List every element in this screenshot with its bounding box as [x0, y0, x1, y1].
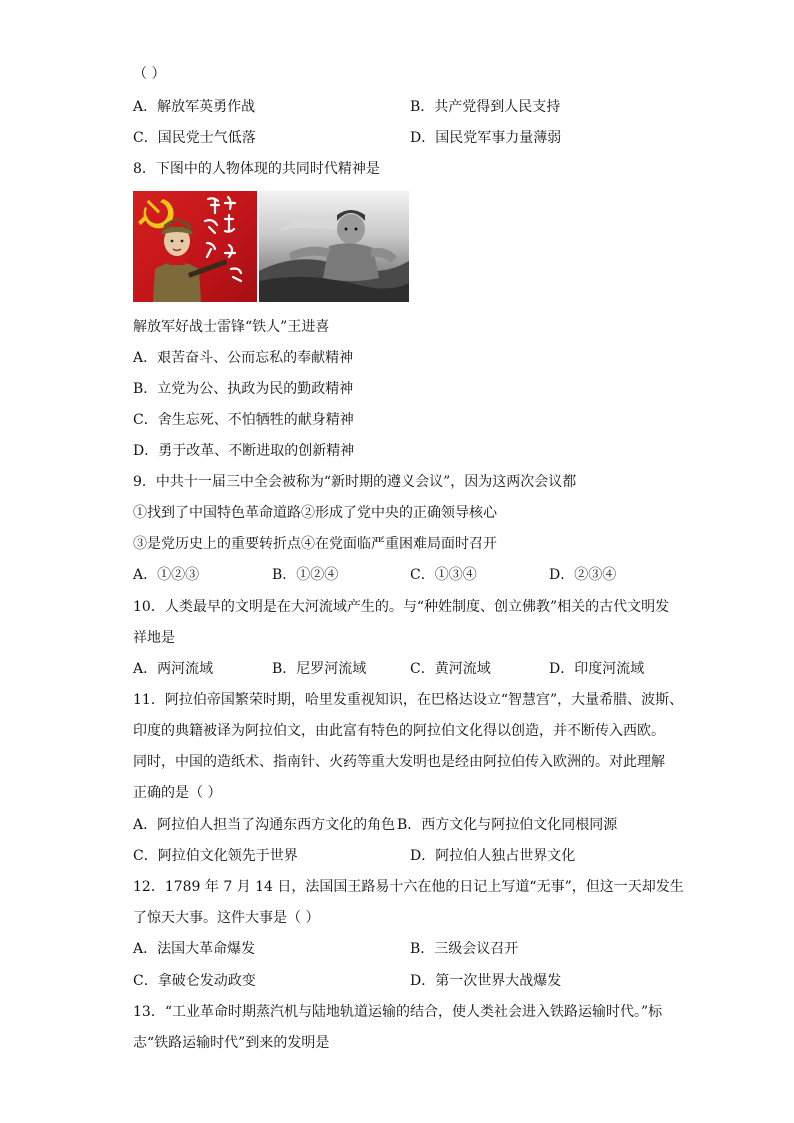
q8-image-caption: 解放军好战士雷锋“铁人”王进喜 — [133, 319, 330, 335]
q7-option-d: D．国民党军事力量薄弱 — [410, 130, 562, 146]
q11-stem-line-3: 同时，中国的造纸术、指南针、火药等重大发明也是经由阿拉伯传入欧洲的。对此理解 — [133, 754, 665, 770]
q9-option-d: D．②③④ — [549, 567, 617, 583]
q9-option-a: A．①②③ — [133, 567, 200, 583]
q10-option-c: C．黄河流域 — [410, 661, 491, 677]
q12-option-b: B．三级会议召开 — [410, 941, 519, 957]
q12-option-a: A．法国大革命爆发 — [133, 941, 256, 957]
q8-option-c: C．舍生忘死、不怕牺牲的献身精神 — [133, 412, 354, 428]
q12-option-c: C．拿破仑发动政变 — [133, 973, 256, 989]
q13-stem-line-1: 13．“工业革命时期蒸汽机与陆地轨道运输的结合，使人类社会进入铁路运输时代。”标 — [133, 1004, 663, 1020]
q11-option-a: A．阿拉伯人担当了沟通东西方文化的角色 — [133, 817, 396, 833]
q8-stem: 8．下图中的人物体现的共同时代精神是 — [133, 161, 380, 177]
q12-stem-line-2: 了惊天大事。这件大事是（ ） — [133, 910, 320, 926]
q11-stem-line-2: 印度的典籍被译为阿拉伯文，由此富有特色的阿拉伯文化得以创造，并不断传入西欧。 — [133, 723, 665, 739]
q11-stem-line-4: 正确的是（ ） — [133, 785, 222, 801]
wang-jinxi-illustration — [259, 191, 409, 302]
wang-jinxi-photo — [259, 191, 409, 302]
q8-option-d: D．勇于改革、不断进取的创新精神 — [133, 443, 355, 459]
q7-option-b: B．共产党得到人民支持 — [410, 99, 561, 115]
q11-option-d: D．阿拉伯人独占世界文化 — [410, 848, 576, 864]
q10-stem-line-1: 10．人类最早的文明是在大河流域产生的。与“种姓制度、创立佛教”相关的古代文明发 — [133, 599, 670, 615]
q10-stem-line-2: 祥地是 — [133, 630, 175, 646]
q9-option-b: B．①②④ — [272, 567, 339, 583]
q12-option-d: D．第一次世界大战爆发 — [410, 973, 562, 989]
q11-option-b: B．西方文化与阿拉伯文化同根同源 — [397, 817, 618, 833]
q7-paren: （ ） — [133, 66, 166, 82]
q8-option-b: B．立党为公、执政为民的勤政精神 — [133, 381, 354, 397]
q9-stem: 9．中共十一届三中全会被称为“新时期的遵义会议”，因为这两次会议都 — [133, 474, 577, 490]
q10-option-d: D．印度河流域 — [549, 661, 645, 677]
q10-option-a: A．两河流域 — [133, 661, 214, 677]
q7-option-c: C．国民党士气低落 — [133, 130, 256, 146]
q9-statement-1: ①找到了中国特色革命道路②形成了党中央的正确领导核心 — [133, 505, 497, 521]
q11-option-c: C．阿拉伯文化领先于世界 — [133, 848, 298, 864]
lei-feng-photo — [133, 191, 257, 302]
q13-stem-line-2: 志“铁路运输时代”到来的发明是 — [133, 1035, 330, 1051]
lei-feng-illustration — [133, 191, 257, 302]
q11-stem-line-1: 11．阿拉伯帝国繁荣时期，哈里发重视知识，在巴格达设立“智慧宫”，大量希腊、波斯、 — [133, 692, 684, 708]
q10-option-b: B．尼罗河流域 — [272, 661, 367, 677]
q8-option-a: A．艰苦奋斗、公而忘私的奉献精神 — [133, 350, 354, 366]
q9-option-c: C．①③④ — [410, 567, 477, 583]
q9-statement-2: ③是党历史上的重要转折点④在党面临严重困难局面时召开 — [133, 536, 497, 552]
q12-stem-line-1: 12．1789 年 7 月 14 日，法国国王路易十六在他的日记上写道“无事”，但这一天却发生 — [133, 879, 684, 895]
q8-image — [133, 191, 409, 302]
q7-option-a: A．解放军英勇作战 — [133, 99, 256, 115]
